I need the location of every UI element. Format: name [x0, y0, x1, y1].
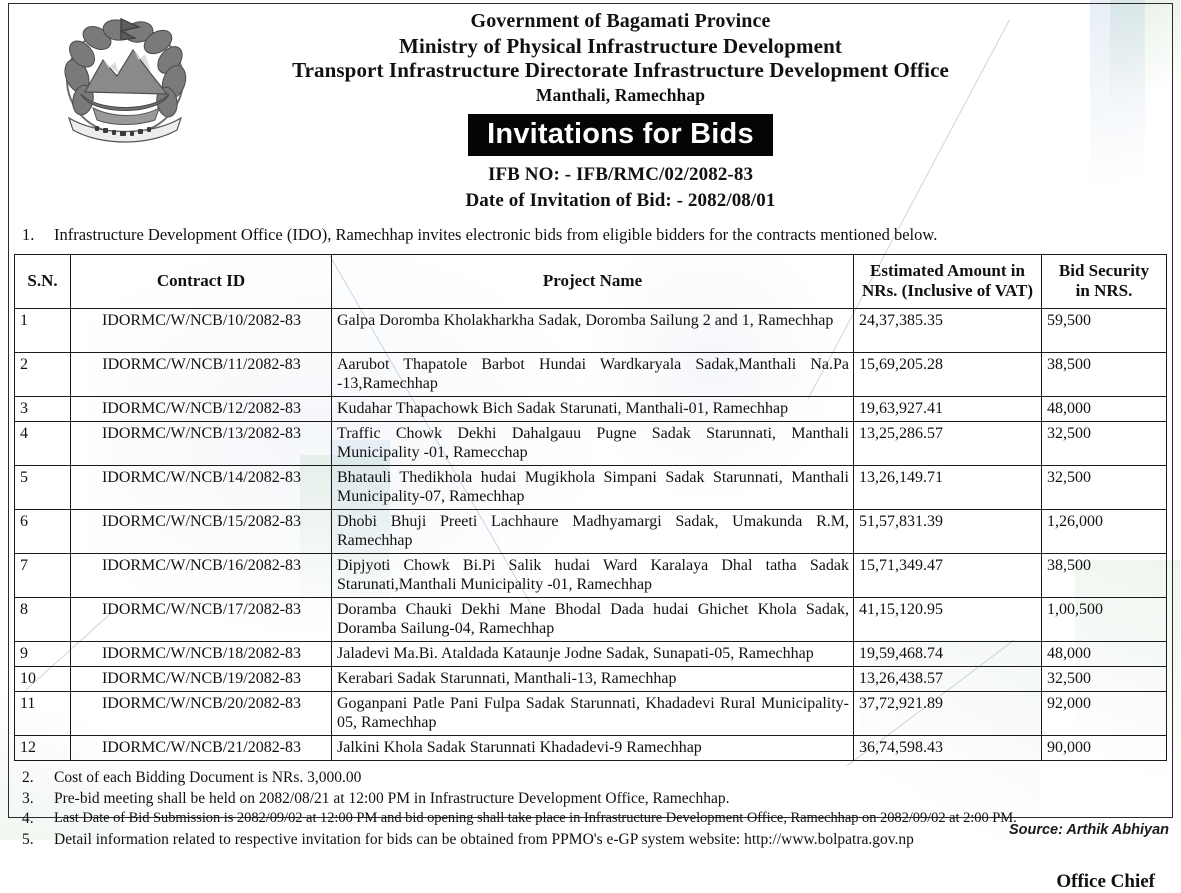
cell-project-name: Dipjyoti Chowk Bi.Pi Salik hudai Ward Karalaya Dhal tatha Sadak Starunati,Manthali Municipality -01, Ramechhap: [332, 554, 854, 598]
cell-sn: 2: [15, 353, 71, 397]
nepal-government-emblem-icon: [55, 14, 195, 146]
cell-sn: 1: [15, 309, 71, 353]
table-row: [15, 353, 1167, 397]
cell-contract-id: IDORMC/W/NCB/18/2082-83: [71, 642, 332, 667]
cell-project-name: Jalkini Khola Sadak Starunnati Khadadevi-9 Ramechhap: [332, 736, 854, 761]
cell-contract-id: IDORMC/W/NCB/17/2082-83: [71, 598, 332, 642]
column-header-estimated-amount-line1: Estimated Amount in: [870, 261, 1025, 280]
cell-estimated-amount: 19,63,927.41: [854, 397, 1042, 422]
cell-project-name: Galpa Doromba Kholakharkha Sadak, Doromba Sailung 2 and 1, Ramechhap: [332, 309, 854, 353]
column-header-bid-security-line2: in NRS.: [1075, 281, 1133, 300]
cell-contract-id: IDORMC/W/NCB/21/2082-83: [71, 736, 332, 761]
cell-contract-id: IDORMC/W/NCB/11/2082-83: [71, 353, 332, 397]
cell-project-name: Jaladevi Ma.Bi. Ataldada Kataunje Jodne Sadak, Sunapati-05, Ramechhap: [332, 642, 854, 667]
cell-bid-security: 92,000: [1042, 692, 1167, 736]
intro-number: 1.: [22, 225, 35, 244]
cell-sn: 4: [15, 422, 71, 466]
note-item: [22, 789, 1181, 809]
note-number: 4.: [22, 810, 34, 827]
cell-bid-security: 32,500: [1042, 422, 1167, 466]
document-header: [0, 0, 1181, 212]
column-header-project-name: Project Name: [332, 255, 854, 309]
header-line-location: Manthali, Ramechhap: [535, 84, 706, 105]
cell-project-name: Bhatauli Thedikhola hudai Mugikhola Simpani Sadak Starunnati, Manthali Municipality-07, Ramechhap: [332, 466, 854, 510]
cell-bid-security: 32,500: [1042, 466, 1167, 510]
cell-estimated-amount: 19,59,468.74: [854, 642, 1042, 667]
cell-bid-security: 1,26,000: [1042, 510, 1167, 554]
note-number: 3.: [22, 789, 34, 807]
cell-estimated-amount: 36,74,598.43: [854, 736, 1042, 761]
cell-contract-id: IDORMC/W/NCB/15/2082-83: [71, 510, 332, 554]
cell-bid-security: 48,000: [1042, 397, 1167, 422]
header-line-ministry: Ministry of Physical Infrastructure Development: [399, 33, 842, 58]
cell-bid-security: 48,000: [1042, 642, 1167, 667]
intro-text: Infrastructure Development Office (IDO), Ramechhap invites electronic bids from eligible bidders for the contracts mentioned below.: [54, 225, 938, 244]
cell-contract-id: IDORMC/W/NCB/10/2082-83: [71, 309, 332, 353]
cell-project-name: Aarubot Thapatole Barbot Hundai Wardkaryala Sadak,Manthali Na.Pa -13,Ramechhap: [332, 353, 854, 397]
note-item: [22, 830, 1181, 850]
cell-bid-security: 32,500: [1042, 667, 1167, 692]
cell-bid-security: 90,000: [1042, 736, 1167, 761]
cell-contract-id: IDORMC/W/NCB/14/2082-83: [71, 466, 332, 510]
table-row: [15, 598, 1167, 642]
source-credit: Source: Arthik Abhiyan: [1008, 822, 1169, 838]
cell-estimated-amount: 15,71,349.47: [854, 554, 1042, 598]
column-header-estimated-amount-line2: NRs. (Inclusive of VAT): [862, 281, 1033, 300]
column-header-bid-security: [1042, 255, 1167, 309]
column-header-sn: S.N.: [15, 255, 71, 309]
cell-contract-id: IDORMC/W/NCB/20/2082-83: [71, 692, 332, 736]
table-row: [15, 466, 1167, 510]
table-row: [15, 422, 1167, 466]
column-header-estimated-amount: [854, 255, 1042, 309]
cell-project-name: Traffic Chowk Dekhi Dahalgauu Pugne Sadak Starunnati, Manthali Municipality -01, Ramecchap: [332, 422, 854, 466]
cell-estimated-amount: 41,15,120.95: [854, 598, 1042, 642]
column-header-contract-id: Contract ID: [71, 255, 332, 309]
table-header-row: [15, 255, 1167, 309]
cell-contract-id: IDORMC/W/NCB/19/2082-83: [71, 667, 332, 692]
bids-table-body: [15, 309, 1167, 761]
cell-contract-id: IDORMC/W/NCB/12/2082-83: [71, 397, 332, 422]
bids-table: [14, 254, 1167, 761]
note-text: Detail information related to respective invitation for bids can be obtained from PPMO's e-GP system website: http://www.bolpatra.gov.np: [54, 830, 914, 848]
column-header-bid-security-line1: Bid Security: [1058, 261, 1150, 280]
cell-project-name: Kerabari Sadak Starunnati, Manthali-13, Ramechhap: [332, 667, 854, 692]
header-title-block: [120, 9, 1121, 212]
cell-sn: 8: [15, 598, 71, 642]
table-row: [15, 397, 1167, 422]
ifb-number: IFB NO: - IFB/RMC/02/2082-83: [487, 164, 754, 185]
cell-sn: 9: [15, 642, 71, 667]
cell-bid-security: 38,500: [1042, 353, 1167, 397]
cell-project-name: Kudahar Thapachowk Bich Sadak Starunati, Manthali-01, Ramechhap: [332, 397, 854, 422]
table-row: [15, 667, 1167, 692]
bids-table-header: [15, 255, 1167, 309]
header-line-government: Government of Bagamati Province: [470, 10, 771, 32]
table-row: [15, 736, 1167, 761]
invitations-for-bids-banner: Invitations for Bids: [468, 114, 773, 156]
cell-project-name: Goganpani Patle Pani Fulpa Sadak Starunnati, Khadadevi Rural Municipality-05, Ramechhap: [332, 692, 854, 736]
note-text: Last Date of Bid Submission is 2082/09/02 at 12:00 PM and bid opening shall take place in Infrastructure Development Office, Ramechhap on 2082/09/02 at 2:00 PM.: [54, 810, 1017, 826]
note-number: 5.: [22, 830, 34, 848]
cell-bid-security: 38,500: [1042, 554, 1167, 598]
cell-estimated-amount: 51,57,831.39: [854, 510, 1042, 554]
table-row: [15, 309, 1167, 353]
note-item: [22, 768, 1181, 788]
cell-contract-id: IDORMC/W/NCB/16/2082-83: [71, 554, 332, 598]
note-text: Cost of each Bidding Document is NRs. 3,000.00: [54, 769, 362, 786]
note-number: 2.: [22, 769, 34, 786]
table-row: [15, 554, 1167, 598]
intro-paragraph: [0, 225, 1181, 245]
invitation-date: Date of Invitation of Bid: - 2082/08/01: [465, 190, 776, 211]
cell-sn: 3: [15, 397, 71, 422]
note-text: Pre-bid meeting shall be held on 2082/08/21 at 12:00 PM in Infrastructure Development Office, Ramechhap.: [54, 789, 730, 807]
cell-estimated-amount: 13,26,149.71: [854, 466, 1042, 510]
cell-project-name: Dhobi Bhuji Preeti Lachhaure Madhyamargi Sadak, Umakunda R.M, Ramechhap: [332, 510, 854, 554]
cell-estimated-amount: 13,25,286.57: [854, 422, 1042, 466]
cell-sn: 11: [15, 692, 71, 736]
cell-estimated-amount: 13,26,438.57: [854, 667, 1042, 692]
cell-sn: 5: [15, 466, 71, 510]
cell-sn: 10: [15, 667, 71, 692]
signature-office-chief: Office Chief: [1056, 871, 1155, 892]
table-row: [15, 692, 1167, 736]
cell-contract-id: IDORMC/W/NCB/13/2082-83: [71, 422, 332, 466]
cell-bid-security: 59,500: [1042, 309, 1167, 353]
table-row: [15, 510, 1167, 554]
cell-project-name: Doramba Chauki Dekhi Mane Bhodal Dada hudai Ghichet Khola Sadak, Doramba Sailung-04, Ramechhap: [332, 598, 854, 642]
banner-wrapper: [120, 114, 1121, 156]
cell-estimated-amount: 24,37,385.35: [854, 309, 1042, 353]
note-item: [22, 809, 1181, 829]
cell-sn: 7: [15, 554, 71, 598]
header-line-directorate: Transport Infrastructure Directorate Infrastructure Development Office: [292, 58, 949, 82]
cell-estimated-amount: 15,69,205.28: [854, 353, 1042, 397]
cell-bid-security: 1,00,500: [1042, 598, 1167, 642]
cell-sn: 6: [15, 510, 71, 554]
cell-estimated-amount: 37,72,921.89: [854, 692, 1042, 736]
cell-sn: 12: [15, 736, 71, 761]
table-row: [15, 642, 1167, 667]
notes-list: [22, 768, 1181, 849]
